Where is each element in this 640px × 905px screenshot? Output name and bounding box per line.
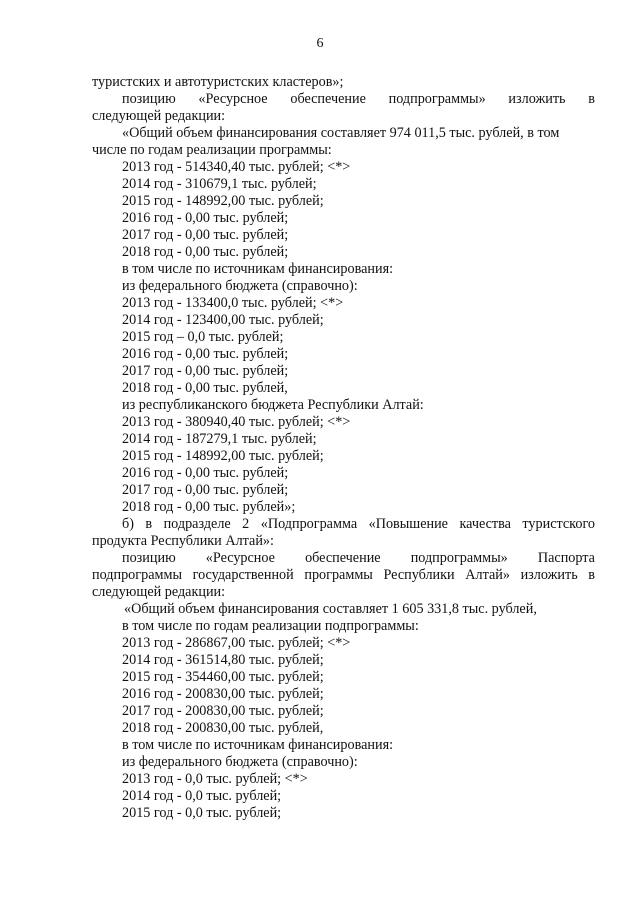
text-line: 2013 год - 133400,0 тыс. рублей; <*> — [122, 295, 344, 311]
text-line: 2016 год - 200830,00 тыс. рублей; — [122, 686, 324, 702]
text-line: «Общий объем финансирования составляет 1 605 331,8 тыс. рублей, — [124, 601, 537, 617]
text-line: 2016 год - 0,00 тыс. рублей; — [122, 465, 289, 481]
text-line: 2014 год - 361514,80 тыс. рублей; — [122, 652, 324, 668]
text-line: 2014 год - 123400,00 тыс. рублей; — [122, 312, 324, 328]
word: Паспорта — [537, 550, 595, 566]
text-line: 2015 год - 148992,00 тыс. рублей; — [122, 193, 324, 209]
text-line: из федерального бюджета (справочно): — [122, 278, 358, 294]
text-line: 2015 год – 0,0 тыс. рублей; — [122, 329, 284, 345]
text-line: в том числе по годам реализации подпрограммы: — [122, 618, 419, 634]
text-line: 2018 год - 200830,00 тыс. рублей, — [122, 720, 324, 736]
text-line: 2014 год - 0,0 тыс. рублей; — [122, 788, 282, 804]
word: подпрограммы» — [410, 550, 508, 566]
text-line: из республиканского бюджета Республики Алтай: — [122, 397, 424, 413]
text-line: 2014 год - 310679,1 тыс. рублей; — [122, 176, 317, 192]
word: «Ресурсное — [205, 550, 275, 566]
word: позицию — [122, 91, 176, 107]
text-line: 2014 год - 187279,1 тыс. рублей; — [122, 431, 317, 447]
word: позицию — [122, 550, 176, 566]
text-line: следующей редакции: — [92, 108, 226, 124]
text-line: подпрограммы государственной программы Республики Алтай» изложить в — [92, 567, 595, 583]
text-line: 2015 год - 0,0 тыс. рублей; — [122, 805, 282, 821]
text-line: 2017 год - 200830,00 тыс. рублей; — [122, 703, 324, 719]
word: в — [588, 91, 595, 107]
text-line: 2018 год - 0,00 тыс. рублей»; — [122, 499, 296, 515]
text-line: 2015 год - 148992,00 тыс. рублей; — [122, 448, 324, 464]
text-line: б) в подразделе 2 «Подпрограмма «Повышение качества туристского — [122, 516, 595, 532]
text-line: из федерального бюджета (справочно): — [122, 754, 358, 770]
text-line: 2013 год - 0,0 тыс. рублей; <*> — [122, 771, 308, 787]
text-line: туристских и автотуристских кластеров»; — [92, 74, 344, 90]
text-line-justified — [122, 550, 595, 567]
text-line: числе по годам реализации программы: — [92, 142, 332, 158]
text-line: 2017 год - 0,00 тыс. рублей; — [122, 363, 289, 379]
text-line: в том числе по источникам финансирования: — [122, 737, 394, 753]
word: «Ресурсное — [198, 91, 268, 107]
text-line: 2013 год - 286867,00 тыс. рублей; <*> — [122, 635, 351, 651]
word: обеспечение — [290, 91, 366, 107]
text-line: 2018 год - 0,00 тыс. рублей, — [122, 380, 288, 396]
text-line: 2017 год - 0,00 тыс. рублей; — [122, 227, 289, 243]
text-line: 2016 год - 0,00 тыс. рублей; — [122, 210, 289, 226]
text-line: в том числе по источникам финансирования: — [122, 261, 394, 277]
text-line: 2013 год - 380940,40 тыс. рублей; <*> — [122, 414, 351, 430]
text-line: 2015 год - 354460,00 тыс. рублей; — [122, 669, 324, 685]
text-line: «Общий объем финансирования составляет 974 011,5 тыс. рублей, в том — [122, 125, 560, 141]
word: обеспечение — [305, 550, 381, 566]
text-line-justified — [122, 91, 595, 108]
text-line: 2013 год - 514340,40 тыс. рублей; <*> — [122, 159, 351, 175]
word: изложить — [508, 91, 566, 107]
text-line: 2018 год - 0,00 тыс. рублей; — [122, 244, 289, 260]
word: подпрограммы» — [388, 91, 486, 107]
text-line: следующей редакции: — [92, 584, 226, 600]
text-line: 2016 год - 0,00 тыс. рублей; — [122, 346, 289, 362]
page-number: 6 — [316, 36, 324, 51]
text-line: 2017 год - 0,00 тыс. рублей; — [122, 482, 289, 498]
text-line: продукта Республики Алтай»: — [92, 533, 274, 549]
